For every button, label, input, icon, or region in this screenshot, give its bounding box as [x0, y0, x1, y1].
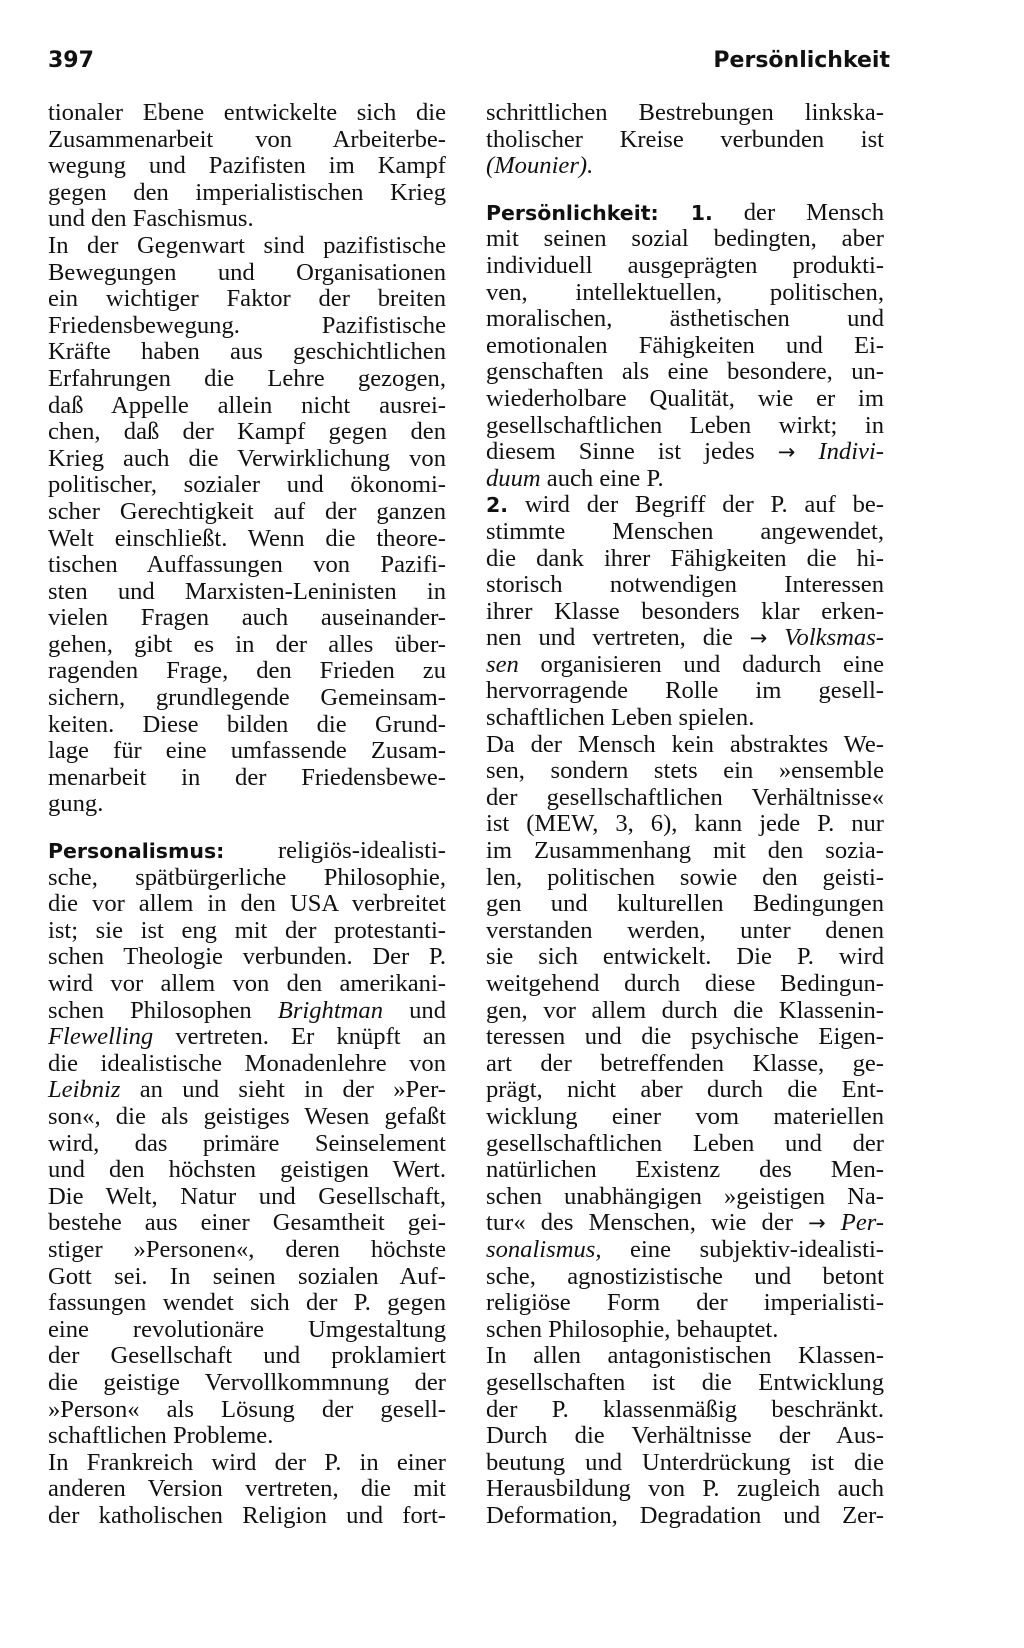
- text-line: ein wichtiger Faktor der breiten: [48, 285, 446, 313]
- text-line: ven, intellektuellen, politischen,: [486, 278, 884, 306]
- right-text-column: [486, 100, 884, 1529]
- text-line: eine revolutionäre Umgestaltung: [48, 1315, 446, 1343]
- text-line: Durch die Verhältnisse der Aus-: [486, 1422, 884, 1450]
- paragraph-gap: [48, 818, 446, 838]
- text-line: ihrer Klasse besonders klar erken-: [486, 597, 884, 625]
- text-segment: wird der Begriff der P. auf be-: [508, 491, 884, 519]
- mixed-line: [486, 652, 884, 679]
- cross-reference-term: Indivi-: [795, 438, 884, 466]
- mixed-line: [48, 1077, 446, 1104]
- text-line: (Mounier).: [486, 152, 594, 180]
- text-segment: nen und vertreten, die: [486, 624, 750, 652]
- text-line: emotionalen Fähigkeiten und Ei-: [486, 331, 884, 359]
- text-line: mit seinen sozial bedingten, aber: [486, 225, 884, 253]
- text-line: chen, daß der Kampf gegen den: [48, 418, 446, 446]
- text-line: religiöse Form der imperialisti-: [486, 1289, 884, 1317]
- text-line: individuell ausgeprägten produkti-: [486, 251, 884, 279]
- text-line: sen, sondern stets ein »ensemble: [486, 757, 884, 785]
- text-line: Gott sei. In seinen sozialen Auf-: [48, 1262, 446, 1290]
- text-line: ist (MEW, 3, 6), kann jede P. nur: [486, 810, 884, 838]
- text-line: sche, spätbürgerliche Philosophie,: [48, 863, 446, 891]
- text-segment: an und sieht in der »Per-: [120, 1076, 446, 1104]
- text-line: schrittlichen Bestrebungen linkska-: [486, 99, 884, 126]
- entry-first-line: [486, 200, 884, 227]
- running-section-title: Persönlichkeit: [713, 48, 890, 73]
- text-line: Herausbildung von P. zugleich auch: [486, 1475, 884, 1503]
- text-line: wicklung einer vom materiellen: [486, 1102, 884, 1130]
- text-line: prägt, nicht aber durch die Ent-: [486, 1076, 884, 1104]
- text-line: wegung und Pazifisten im Kampf: [48, 152, 446, 180]
- text-line: Deformation, Degradation und Zer-: [486, 1501, 884, 1529]
- text-line: gen, vor allem durch die Klassenin-: [486, 996, 884, 1024]
- text-line: Bewegungen und Organisationen: [48, 258, 446, 286]
- text-line: gesellschaftlichen Leben und der: [486, 1129, 884, 1157]
- text-line: art der betreffenden Klasse, ge-: [486, 1049, 884, 1077]
- text-line: sie sich entwickelt. Die P. wird: [486, 943, 884, 971]
- mixed-line: [486, 1237, 884, 1264]
- text-line: gesellschaftlichen Leben wirkt; in: [486, 411, 884, 439]
- text-line: Da der Mensch kein abstraktes We-: [486, 730, 884, 758]
- text-line: sche, agnostizistische und betont: [486, 1262, 884, 1290]
- text-segment: organisieren und dadurch eine: [518, 650, 884, 678]
- text-segment: und: [383, 996, 446, 1024]
- text-line: die vor allem in den USA verbreitet: [48, 890, 446, 918]
- cross-reference-term: Volksmas-: [767, 624, 884, 652]
- text-line: sichern, grundlegende Gemeinsam-: [48, 684, 446, 712]
- text-line: wird vor allem von den amerikani-: [48, 970, 446, 997]
- text-line: tholischer Kreise verbunden ist: [486, 125, 884, 153]
- text-line: gegen den imperialistischen Krieg: [48, 178, 446, 206]
- cross-reference-term: duum: [486, 464, 541, 492]
- entry-first-line: [48, 838, 446, 865]
- text-line: Kräfte haben aus geschichtlichen: [48, 338, 446, 366]
- text-segment: auch eine P.: [540, 464, 664, 492]
- text-line: In der Gegenwart sind pazifistische: [48, 231, 446, 259]
- text-line: beutung und Unterdrückung ist die: [486, 1448, 884, 1476]
- page-number: 397: [48, 48, 94, 73]
- text-line: gen und kulturellen Bedingungen: [486, 890, 884, 918]
- text-line: In allen antagonistischen Klassen-: [486, 1342, 884, 1370]
- cross-reference-term: Per-: [825, 1209, 885, 1237]
- text-segment: vertreten. Er knüpft an: [153, 1023, 446, 1051]
- text-line: daß Appelle allein nicht ausrei-: [48, 391, 446, 419]
- mixed-line: [486, 492, 884, 519]
- text-line: der Gesellschaft und proklamiert: [48, 1342, 446, 1370]
- text-line: schaftlichen Probleme.: [48, 1422, 274, 1450]
- cross-reference-arrow-icon: →: [749, 626, 768, 651]
- text-segment: eine subjektiv-idealisti-: [601, 1235, 884, 1263]
- text-line: Welt einschließt. Wenn die theore-: [48, 524, 446, 552]
- text-line: sten und Marxisten-Leninisten in: [48, 577, 446, 605]
- mixed-line: [48, 1024, 446, 1051]
- text-line: In Frankreich wird der P. in einer: [48, 1448, 446, 1476]
- text-line: schen Philosophie, behauptet.: [486, 1315, 779, 1343]
- mixed-line: [486, 466, 884, 493]
- entry-term-personalismus: Personalismus:: [48, 839, 225, 864]
- mixed-line: [48, 998, 446, 1025]
- text-line: gehen, gibt es in der alles über-: [48, 630, 446, 658]
- text-line: vielen Fragen auch auseinander-: [48, 604, 446, 632]
- text-line: Krieg auch die Verwirklichung von: [48, 444, 446, 472]
- text-line: wird, das primäre Seinselement: [48, 1129, 446, 1157]
- entry-term-persoenlichkeit: Persönlichkeit: 1.: [486, 200, 713, 225]
- left-text-column: [48, 100, 446, 1529]
- text-line: keiten. Diese bilden die Grund-: [48, 710, 446, 738]
- mixed-line: [486, 439, 884, 466]
- text-line: menarbeit in der Friedensbewe-: [48, 763, 446, 791]
- text-line: teressen und die psychische Eigen-: [486, 1023, 884, 1051]
- text-segment: tur« des Menschen, wie der: [486, 1209, 809, 1237]
- text-line: verstanden werden, unter denen: [486, 916, 884, 944]
- sense-number: 2.: [486, 493, 509, 518]
- text-line: len, politischen sowie den geisti-: [486, 863, 884, 891]
- text-line: »Person« als Lösung der gesell-: [48, 1395, 446, 1423]
- cross-reference-term: sen: [486, 650, 519, 678]
- text-line: tischen Auffassungen von Pazifi-: [48, 551, 446, 579]
- text-line: son«, die als geistiges Wesen gefaßt: [48, 1102, 446, 1130]
- text-line: im Zusammenhang mit den sozia-: [486, 837, 884, 865]
- paragraph-gap: [486, 180, 884, 200]
- text-segment: der Mensch: [712, 198, 884, 226]
- cross-reference-arrow-icon: →: [808, 1211, 826, 1236]
- text-line: fassungen wendet sich der P. gegen: [48, 1289, 446, 1317]
- running-head: [48, 48, 890, 80]
- text-line: anderen Version vertreten, die mit: [48, 1475, 446, 1503]
- mixed-line: [486, 1210, 884, 1237]
- text-line: tionaler Ebene entwickelte sich die: [48, 99, 446, 126]
- text-segment: schen Philosophen: [48, 996, 278, 1024]
- person-name: Brightman: [277, 996, 384, 1024]
- cross-reference-arrow-icon: →: [777, 440, 796, 465]
- text-line: ragenden Frage, den Frieden zu: [48, 657, 446, 685]
- text-line: gung.: [48, 790, 104, 818]
- person-name: Flewelling: [48, 1023, 154, 1051]
- text-line: politischer, sozialer und ökonomi-: [48, 471, 446, 499]
- text-line: Friedensbewegung. Pazifistische: [48, 311, 446, 339]
- text-line: hervorragende Rolle im gesell-: [486, 677, 884, 705]
- text-line: bestehe aus einer Gesamtheit gei-: [48, 1209, 446, 1237]
- text-line: storisch notwendigen Interessen: [486, 571, 884, 599]
- text-line: lage für eine umfassende Zusam-: [48, 737, 446, 765]
- text-line: Zusammenarbeit von Arbeiterbe-: [48, 125, 446, 153]
- text-line: Die Welt, Natur und Gesellschaft,: [48, 1182, 446, 1210]
- text-segment: religiös-idealisti-: [277, 837, 446, 865]
- text-line: und den höchsten geistigen Wert.: [48, 1156, 446, 1184]
- text-line: schaftlichen Leben spielen.: [486, 704, 755, 732]
- text-line: der katholischen Religion und fort-: [48, 1501, 446, 1529]
- text-line: wiederholbare Qualität, wie er im: [486, 384, 884, 412]
- person-name: Leibniz: [48, 1076, 121, 1104]
- text-line: Erfahrungen die Lehre gezogen,: [48, 364, 446, 392]
- text-line: ist; sie ist eng mit der protestanti-: [48, 916, 446, 944]
- cross-reference-term: sonalismus,: [486, 1235, 602, 1263]
- text-line: natürlichen Existenz des Men-: [486, 1156, 884, 1184]
- text-line: stimmte Menschen angewendet,: [486, 517, 884, 545]
- text-line: der gesellschaftlichen Verhältnisse«: [486, 783, 884, 811]
- text-segment: diesem Sinne ist jedes: [486, 438, 778, 466]
- text-line: die geistige Vervollkommnung der: [48, 1368, 446, 1396]
- text-line: schen Theologie verbunden. Der P.: [48, 943, 446, 971]
- text-line: die dank ihrer Fähigkeiten die hi-: [486, 544, 884, 572]
- text-line: die idealistische Monadenlehre von: [48, 1049, 446, 1077]
- text-line: scher Gerechtigkeit auf der ganzen: [48, 497, 446, 525]
- text-line: stiger »Personen«, deren höchste: [48, 1235, 446, 1263]
- text-line: schen unabhängigen »geistigen Na-: [486, 1182, 884, 1210]
- text-line: moralischen, ästhetischen und: [486, 305, 884, 333]
- text-line: der P. klassenmäßig beschränkt.: [486, 1395, 884, 1423]
- text-line: und den Faschismus.: [48, 205, 254, 233]
- text-line: weitgehend durch diese Bedingun-: [486, 970, 884, 997]
- text-line: gesellschaften ist die Entwicklung: [486, 1368, 884, 1396]
- mixed-line: [486, 625, 884, 652]
- text-line: genschaften als eine besondere, un-: [486, 358, 884, 386]
